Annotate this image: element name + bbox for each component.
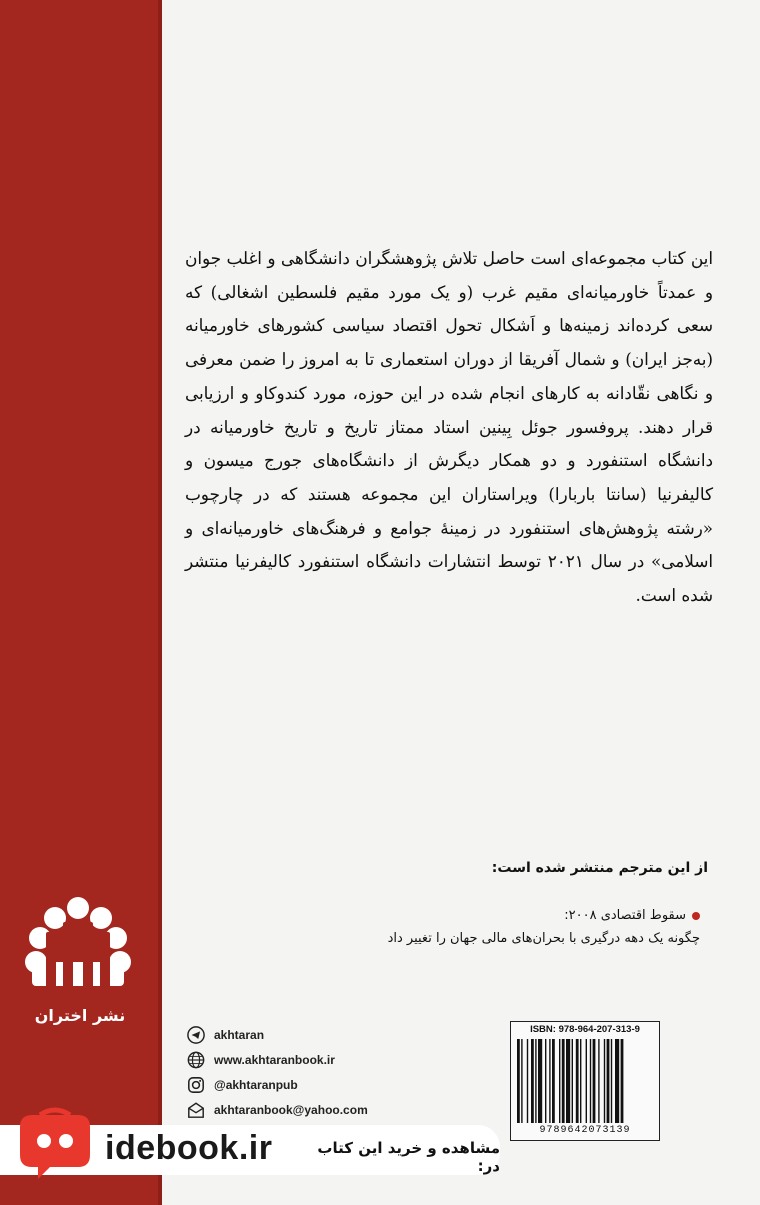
contact-telegram[interactable]	[186, 1022, 368, 1047]
isbn-label: ISBN: 978-964-207-313-9	[530, 1024, 640, 1035]
spine-edge	[158, 0, 162, 1205]
barcode-bar	[531, 1039, 534, 1123]
barcode-bar	[545, 1039, 546, 1123]
barcode-bar	[517, 1039, 520, 1123]
publisher-logo	[22, 892, 134, 1004]
book-description: این کتاب مجموعه‌ای است حاصل تلاش پژوهشگران دانشگاهی و اغلب جوان و عمدتاً خاورمیانه‌ای مقیم غرب (و یک مورد مقیم فلسطین اشغالی) که سعی کرده‌اند زمینه‌ها و اَشکال تحول اقتصاد سیاسی کشورهای خاورمیانه (به‌جز ایران) و شمال آفریقا از دوران استعماری تا به امروز را ضمن معرفی و نگاهی نقّادانه به کارهای انجام شده در این حوزه، مورد کندوکاو و ارزیابی قرار دهند. پروفسور جوئل بِینین استاد ممتاز تاریخ و تاریخ خاورمیانه در دانشگاه استنفورد و دو همکار دیگرش از دانشگاه‌های جورج میسون و کالیفرنیا (سانتا باربارا) ویراستاران این مجموعه هستند که در چارچوب «رشته پژوهش‌های استنفورد در زمینهٔ جوامع و فرهنگ‌های خاورمیانه‌ای و اسلامی» در سال ۲۰۲۱ توسط انتشارات دانشگاه استنفورد کالیفرنیا منتشر شده است.	[185, 248, 713, 606]
contact-list	[186, 1022, 368, 1122]
contact-text: www.akhtaranbook.ir	[214, 1052, 335, 1067]
publisher-name: نشر اختران	[34, 1006, 126, 1025]
banner-text: مشاهده و خرید این کتاب در:	[317, 1139, 500, 1175]
barcode-bar	[621, 1039, 624, 1123]
barcode-bar	[615, 1039, 619, 1123]
contact-text: akhtaranbook@yahoo.com	[214, 1102, 368, 1117]
store-brand-name: idebook	[105, 1129, 239, 1167]
instagram-icon	[186, 1075, 206, 1095]
barcode-number: 9789642073139	[539, 1125, 631, 1136]
barcode-bar	[572, 1039, 573, 1123]
barcode-bar	[607, 1039, 610, 1123]
barcode-bar	[559, 1039, 560, 1123]
barcode-bar	[535, 1039, 536, 1123]
contact-text: akhtaran	[214, 1027, 265, 1042]
contact-website[interactable]	[186, 1047, 368, 1072]
barcode-bar	[580, 1039, 581, 1123]
telegram-icon	[186, 1025, 206, 1045]
barcode-bar	[590, 1039, 591, 1123]
barcode-bar	[586, 1039, 587, 1123]
other-book-entry	[388, 904, 700, 950]
barcode-bar	[598, 1039, 599, 1123]
other-book-title: سقوط اقتصادی ۲۰۰۸:	[564, 908, 686, 923]
barcode	[510, 1021, 660, 1141]
contact-email[interactable]	[186, 1097, 368, 1122]
contact-text: @akhtaranpub	[214, 1077, 298, 1092]
store-brand-suffix: .ir	[238, 1129, 273, 1167]
barcode-bar	[604, 1039, 605, 1123]
store-banner[interactable]	[0, 1125, 500, 1175]
store-brand	[105, 1129, 272, 1168]
barcode-bar	[538, 1039, 542, 1123]
barcode-bar	[549, 1039, 550, 1123]
barcode-bar	[521, 1039, 522, 1123]
barcode-bar	[552, 1039, 555, 1123]
email-icon	[186, 1100, 206, 1120]
barcode-bars	[517, 1039, 653, 1123]
barcode-bar	[566, 1039, 570, 1123]
store-logo-icon	[10, 1103, 100, 1183]
barcode-bar	[527, 1039, 528, 1123]
barcode-bar	[576, 1039, 579, 1123]
globe-icon	[186, 1050, 206, 1070]
barcode-bar	[611, 1039, 612, 1123]
barcode-bar	[562, 1039, 565, 1123]
barcode-bar	[593, 1039, 596, 1123]
bullet-icon	[692, 912, 700, 920]
other-book-subtitle: چگونه یک دهه درگیری با بحران‌های مالی جهان را تغییر داد	[387, 931, 700, 946]
contact-instagram[interactable]	[186, 1072, 368, 1097]
other-books-heading: از این مترجم منتشر شده است:	[491, 860, 708, 876]
